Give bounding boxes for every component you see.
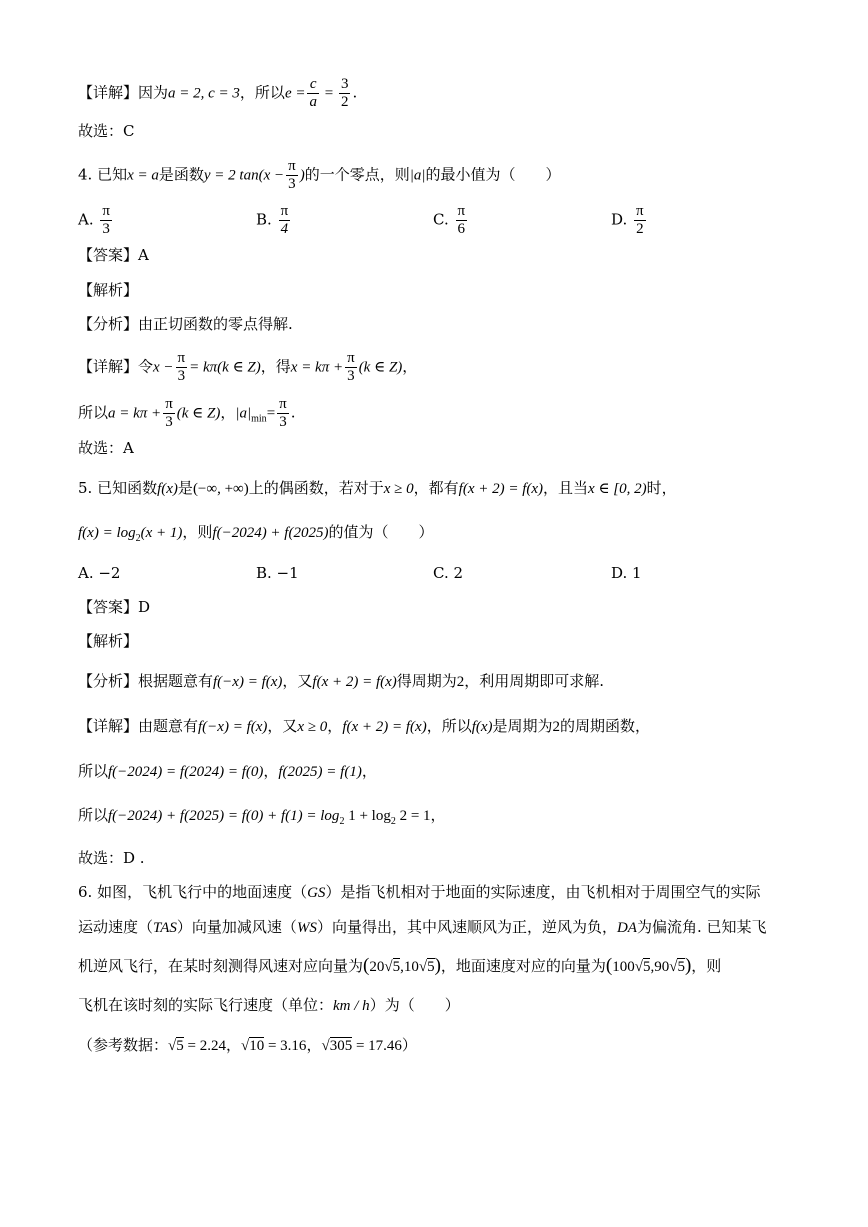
math: 20 xyxy=(369,959,385,975)
text: 的一个零点，则 xyxy=(304,165,410,184)
math: TAS xyxy=(153,920,177,936)
question-6-stem-line-2 xyxy=(78,917,767,938)
text: ） xyxy=(401,1036,417,1054)
paren: ) xyxy=(684,955,692,976)
fraction xyxy=(339,76,351,111)
fraction xyxy=(277,396,289,431)
sqrt-symbol: √ xyxy=(321,1038,330,1054)
denominator: 3 xyxy=(347,368,355,384)
text: ）向量加减风速（ xyxy=(176,918,297,936)
denominator: 4 xyxy=(280,221,289,237)
math: a = 2, c = 3 xyxy=(168,85,240,102)
math: ) xyxy=(299,167,305,184)
numerator: π xyxy=(288,158,296,174)
math: |a| xyxy=(409,167,426,184)
radicand: 5 xyxy=(176,1038,184,1054)
math: f(x) xyxy=(471,719,493,735)
math: (k ∈ Z) xyxy=(176,405,221,422)
numerator: c xyxy=(307,76,319,94)
question-5-stem-line-2 xyxy=(78,522,433,549)
numerator: π xyxy=(279,396,287,412)
text: 的最小值为（ ） xyxy=(425,165,561,184)
question-4-stem xyxy=(78,158,560,193)
math: (−∞, +∞) xyxy=(192,481,249,497)
numerator: π xyxy=(177,350,186,366)
sqrt-symbol: √ xyxy=(240,1038,250,1054)
text: 所以 xyxy=(78,806,109,824)
fraction xyxy=(176,350,188,385)
text: 所以 xyxy=(78,403,109,422)
text: ，得 xyxy=(260,357,291,376)
option-label: D. xyxy=(611,210,628,229)
numerator: π xyxy=(102,203,110,219)
denominator: 3 xyxy=(102,221,110,237)
math: e = xyxy=(284,85,306,102)
q5-detail-line-3 xyxy=(78,805,446,832)
text: 是周期为 xyxy=(492,717,553,735)
text: 时， xyxy=(646,479,677,497)
text: ， xyxy=(225,1036,241,1054)
math: (x + 1) xyxy=(140,525,183,541)
math: x ≥ 0 xyxy=(297,719,328,735)
text: ，又 xyxy=(282,672,313,690)
text: ，则 xyxy=(182,523,213,541)
fraction xyxy=(634,203,646,238)
numerator: 3 xyxy=(340,76,349,92)
math: x = a xyxy=(127,167,159,184)
math: GS xyxy=(307,885,326,901)
denominator: a xyxy=(309,94,317,110)
math: y = 2 tan(x − xyxy=(203,167,285,184)
sqrt-symbol: √ xyxy=(634,959,643,975)
text: 飞机在该时刻的实际飞行速度（单位： xyxy=(78,996,334,1014)
fraction xyxy=(307,76,319,111)
paren: ) xyxy=(434,955,441,976)
radicand: 5 xyxy=(642,959,651,975)
paren: ( xyxy=(363,955,370,976)
numerator: π xyxy=(165,396,173,412)
math: f(x + 2) = f(x) xyxy=(342,719,427,735)
option-label: B. xyxy=(256,210,272,229)
math: WS xyxy=(296,920,317,936)
radicand: 305 xyxy=(329,1038,353,1054)
math: f(−2024) + f(2025) xyxy=(212,525,329,541)
text: . xyxy=(352,83,358,102)
fraction xyxy=(286,158,298,193)
math: x ∈ [0, 2) xyxy=(588,481,647,497)
question-6-stem-line-1 xyxy=(78,882,760,903)
q5-detail-line-2 xyxy=(78,761,377,782)
text: 【详解】令 xyxy=(78,357,154,376)
numerator: π xyxy=(347,350,355,366)
math: f(−2024) + f(2025) = f(0) + f(1) = log xyxy=(108,808,340,824)
text: ，所以 xyxy=(426,717,472,735)
paren: ( xyxy=(605,955,613,976)
option-a xyxy=(78,203,114,238)
math: ,90 xyxy=(650,959,670,975)
option-d: D. 1 xyxy=(611,564,642,582)
denominator: 3 xyxy=(177,368,186,384)
option-label: C. xyxy=(433,210,449,229)
text: 是函数 xyxy=(158,165,204,184)
subscript: 2 xyxy=(135,533,141,544)
option-d xyxy=(611,203,648,238)
math: f(x) xyxy=(157,481,178,497)
math: x = kπ + xyxy=(290,359,344,376)
radicand: 5 xyxy=(677,959,685,975)
math: km / h xyxy=(333,998,370,1014)
math: f(x + 2) = f(x) xyxy=(312,674,397,690)
text: . xyxy=(290,403,296,422)
text: 上的偶函数，若对于 xyxy=(248,479,384,497)
text: （参考数据： xyxy=(78,1036,169,1054)
sqrt-symbol: √ xyxy=(168,1038,177,1054)
math: = 2.24 xyxy=(183,1038,226,1054)
text: 【分析】根据题意有 xyxy=(78,672,214,690)
text: ， xyxy=(306,1036,322,1054)
q5-analysis xyxy=(78,671,604,692)
sqrt-symbol: √ xyxy=(418,959,428,975)
text: ）为（ ） xyxy=(369,996,460,1014)
option-c xyxy=(433,203,469,238)
math: 2 xyxy=(456,674,465,690)
math: f(x) = log xyxy=(78,525,136,541)
numerator: π xyxy=(457,203,466,219)
option-a: A. −2 xyxy=(78,564,121,582)
q4-analysis-heading: 【解析】 xyxy=(78,281,139,299)
q5-answer-choice: 故选：D . xyxy=(78,849,145,867)
math: 2 xyxy=(552,719,561,735)
fraction xyxy=(345,350,357,385)
text: ， xyxy=(327,717,343,735)
math: 1 + log xyxy=(344,808,391,824)
denominator: 6 xyxy=(457,221,466,237)
sqrt-symbol: √ xyxy=(384,959,393,975)
text: ， xyxy=(220,403,236,422)
text: ， xyxy=(263,762,279,780)
text: ，都有 xyxy=(413,479,459,497)
math: = 17.46 xyxy=(352,1038,402,1054)
option-c: C. 2 xyxy=(433,564,464,582)
denominator: 2 xyxy=(340,94,349,110)
text: ，利用周期即可求解. xyxy=(464,672,605,690)
math: = 3.16 xyxy=(264,1038,307,1054)
question-6-stem-line-3 xyxy=(78,956,721,977)
text: 【详解】因为 xyxy=(78,83,169,102)
denominator: 3 xyxy=(165,414,173,430)
math: f(−x) = f(x) xyxy=(213,674,283,690)
denominator: 3 xyxy=(279,414,287,430)
math: = kπ(k ∈ Z) xyxy=(189,359,261,376)
subscript: min xyxy=(251,413,267,425)
question-6-stem-line-4 xyxy=(78,995,460,1016)
fraction xyxy=(163,396,175,431)
text: ， xyxy=(361,762,377,780)
q4-detail-line-2 xyxy=(78,396,296,431)
math: (k ∈ Z) xyxy=(358,359,403,376)
text: 所以 xyxy=(78,762,109,780)
text: ）是指飞机相对于地面的实际速度，由飞机相对于周围空气的实际 xyxy=(325,883,761,901)
numerator: π xyxy=(636,203,644,219)
math: |a| xyxy=(235,405,252,422)
subscript: 2 xyxy=(390,816,396,827)
radicand: 5 xyxy=(427,959,435,975)
q5-answer: 【答案】D xyxy=(78,598,151,616)
math: x ≥ 0 xyxy=(383,481,414,497)
text: ）向量得出，其中风速顺风为正，逆风为负， xyxy=(316,918,617,936)
math: 100 xyxy=(612,959,635,975)
q4-answer-choice: 故选：A xyxy=(78,439,134,457)
math: f(2025) = f(1) xyxy=(278,764,362,780)
q4-detail-line-1 xyxy=(78,350,417,385)
math: f(−2024) = f(2024) = f(0) xyxy=(108,764,264,780)
text: 4. 已知 xyxy=(78,165,128,184)
radicand: 10 xyxy=(249,1038,265,1054)
radicand: 5 xyxy=(392,959,401,975)
text: ， xyxy=(402,357,418,376)
denominator: 2 xyxy=(636,221,644,237)
text: 运动速度（ xyxy=(78,918,154,936)
text: 5. 已知函数 xyxy=(78,479,158,497)
text: ，且当 xyxy=(543,479,589,497)
text: 【详解】由题意有 xyxy=(78,717,199,735)
option-b xyxy=(256,203,292,238)
fraction xyxy=(100,203,112,238)
text: ，又 xyxy=(267,717,298,735)
text: 是 xyxy=(177,479,193,497)
answer-choice-line: 故选：C xyxy=(78,122,135,140)
text: ，地面速度对应的向量为 xyxy=(440,957,606,975)
q5-analysis-heading: 【解析】 xyxy=(78,632,139,650)
math: = xyxy=(320,85,337,102)
text: ，则 xyxy=(691,957,722,975)
text: 机逆风飞行，在某时刻测得风速对应向量为 xyxy=(78,957,364,975)
text: ， xyxy=(430,806,446,824)
fraction xyxy=(456,203,468,238)
question-6-reference-data xyxy=(78,1035,417,1056)
fraction xyxy=(279,203,291,238)
subscript: 2 xyxy=(339,816,345,827)
text: 为偏流角. 已知某飞 xyxy=(636,918,767,936)
text: 的值为（ ） xyxy=(328,523,434,541)
math: f(x + 2) = f(x) xyxy=(458,481,544,497)
math: a = kπ + xyxy=(108,405,162,422)
q5-detail-line-1 xyxy=(78,716,650,737)
math: = xyxy=(266,405,276,422)
option-b: B. −1 xyxy=(256,564,299,582)
q4-analysis: 【分析】由正切函数的零点得解. xyxy=(78,315,293,333)
math: 2 = 1 xyxy=(395,808,431,824)
text: ，所以 xyxy=(239,83,285,102)
text: 得周期为 xyxy=(396,672,457,690)
detail-line-eccentricity xyxy=(78,76,357,111)
question-5-stem-line-1 xyxy=(78,478,677,499)
text: 的周期函数， xyxy=(560,717,651,735)
denominator: 3 xyxy=(288,176,296,192)
text: 6. 如图，飞机飞行中的地面速度（ xyxy=(78,883,308,901)
math: DA xyxy=(616,920,637,936)
math: f(−x) = f(x) xyxy=(198,719,268,735)
math: x − xyxy=(153,359,174,376)
math: ,10 xyxy=(400,959,419,975)
q4-answer: 【答案】A xyxy=(78,246,149,264)
sqrt-symbol: √ xyxy=(669,959,678,975)
option-label: A. xyxy=(78,210,94,229)
numerator: π xyxy=(280,203,289,219)
